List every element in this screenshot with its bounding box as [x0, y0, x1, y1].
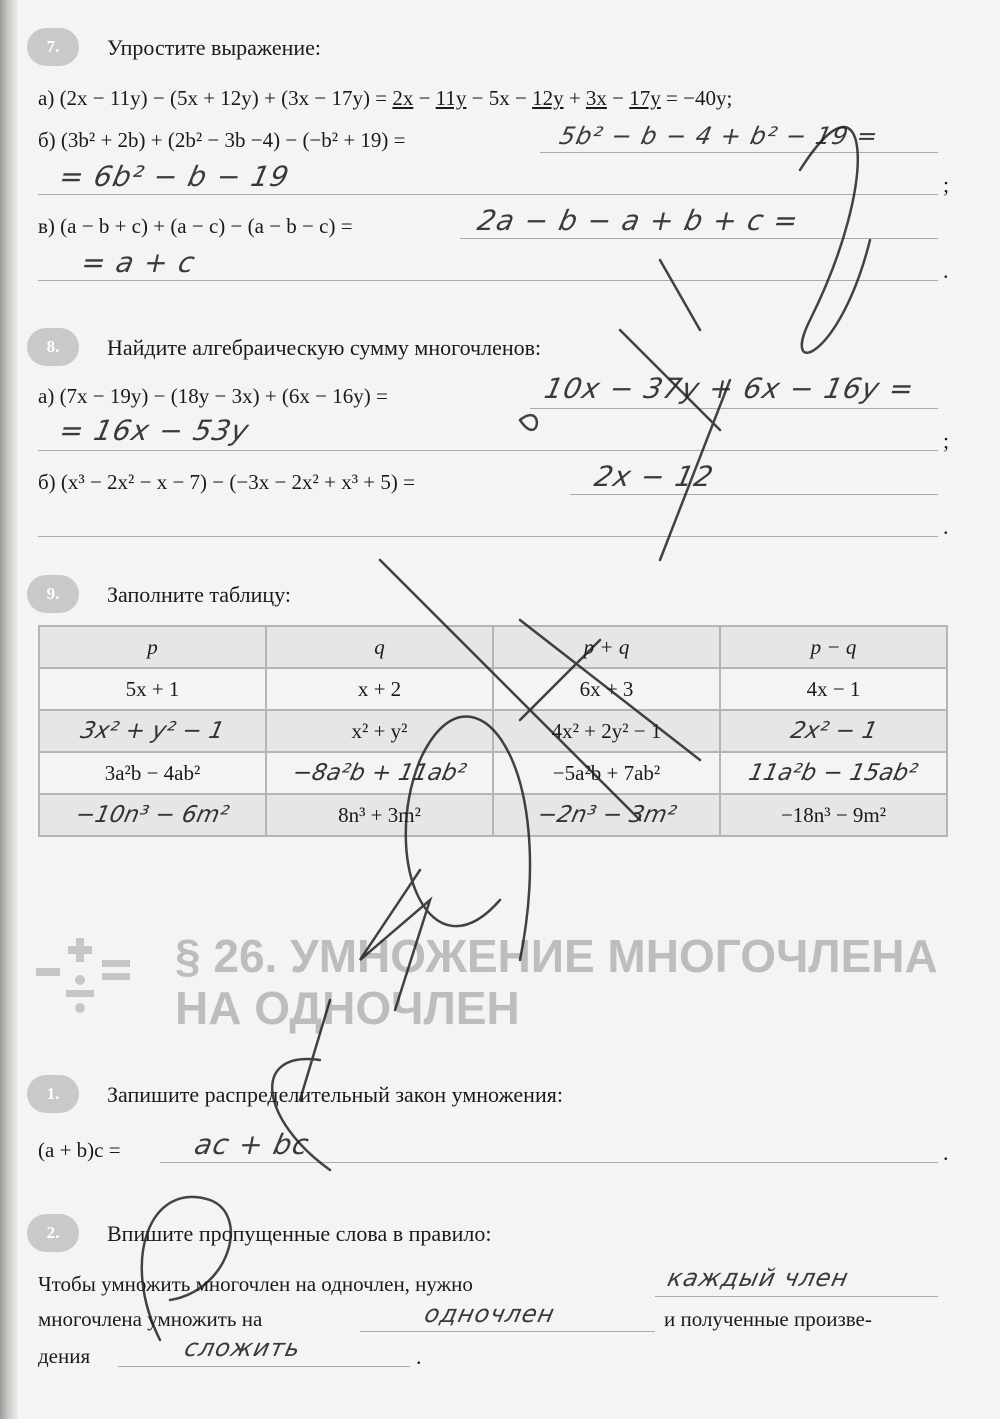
table-cell: [266, 710, 493, 752]
cell-handwritten: −2n³ − 3m²: [534, 802, 679, 828]
task-7c-answer-2: = a + c: [78, 246, 199, 279]
task-2-rule-line-3: дения: [38, 1344, 91, 1368]
task-7a-term: 11y: [435, 86, 467, 110]
table-cell: [39, 710, 266, 752]
table-cell: [720, 752, 947, 794]
table-cell: [266, 794, 493, 836]
table-cell: [39, 794, 266, 836]
task-8a-end: ;: [943, 428, 950, 453]
page-spine-shadow: [0, 0, 18, 1419]
answer-line: [160, 1162, 938, 1163]
task-1-end: .: [943, 1140, 949, 1165]
task-8a-answer-1: 10x − 37y + 6x − 16y =: [541, 372, 918, 405]
task-2-rule-line-2a: многочлена умножить на: [38, 1307, 263, 1331]
answer-line: [570, 494, 938, 495]
task-7a-term: 17y: [629, 86, 661, 110]
task-1-badge: 1.: [27, 1075, 79, 1113]
polynomial-table: [38, 625, 948, 837]
cell-text: 4x − 1: [806, 676, 861, 701]
answer-line: [530, 408, 938, 409]
task-9-title: Заполните таблицу:: [107, 582, 292, 607]
cell-handwritten: −10n³ − 6m²: [73, 802, 232, 828]
cell-handwritten: 2x² − 1: [787, 718, 880, 744]
answer-line: [360, 1331, 655, 1332]
answer-line: [38, 280, 938, 281]
task-9-badge: 9.: [27, 575, 79, 613]
task-8-badge: 8.: [27, 328, 79, 366]
task-1-answer: ac + bc: [191, 1128, 313, 1161]
task-7c-answer-1: 2a − b − a + b + c =: [474, 204, 802, 237]
task-8b-expression: б) (x³ − 2x² − x − 7) − (−3x − 2x² + x³ + 5) =: [38, 470, 415, 494]
task-7a-op: +: [563, 86, 586, 110]
table-cell: [493, 710, 720, 752]
task-7a-term: 2x: [392, 86, 414, 110]
answer-line: [38, 536, 938, 537]
table-row: [39, 752, 947, 794]
task-2-answer-1: каждый член: [665, 1264, 852, 1292]
cell-text: 3a²b − 4ab²: [104, 760, 201, 785]
table-header: p − q: [720, 626, 947, 668]
table-cell: [39, 668, 266, 710]
cell-handwritten: −8a²b + 11ab²: [290, 760, 469, 786]
table-cell: [39, 752, 266, 794]
task-7-title: Упростите выражение:: [107, 35, 322, 60]
table-header: q: [266, 626, 493, 668]
cell-text: 5x + 1: [125, 676, 180, 701]
table-row: [39, 794, 947, 836]
task-8a-expression: а) (7x − 19y) − (18y − 3x) + (6x − 16y) =: [38, 384, 388, 408]
task-7b-expression: б) (3b² + 2b) + (2b² − 3b −4) − (−b² + 19) =: [38, 128, 406, 152]
task-2-answer-3: сложить: [182, 1334, 304, 1362]
table-cell: [720, 668, 947, 710]
cell-text: 4x² + 2y² − 1: [551, 718, 662, 743]
answer-line: [118, 1366, 410, 1367]
task-8b-answer: 2x − 12: [591, 460, 717, 493]
cell-text: 6x + 3: [579, 676, 634, 701]
task-8-title: Найдите алгебраическую сумму многочленов:: [107, 335, 542, 360]
task-7b-answer-1: 5b² − b − 4 + b² − 19 =: [557, 122, 882, 150]
task-2-rule-line-2b: и полученные произве-: [664, 1307, 872, 1331]
task-7a-op: −: [606, 86, 630, 110]
cell-text: x² + y²: [351, 718, 408, 743]
table-cell: [720, 710, 947, 752]
task-7c-end: .: [943, 258, 949, 283]
table-cell: [493, 668, 720, 710]
cell-text: −5a²b + 7ab²: [552, 760, 661, 785]
task-2-answer-2: одночлен: [422, 1300, 558, 1328]
task-8b-end: .: [943, 514, 949, 539]
table-row: [39, 668, 947, 710]
cell-handwritten: 3x² + y² − 1: [78, 718, 227, 744]
table-row: [39, 710, 947, 752]
answer-line: [540, 152, 938, 153]
task-7b-answer-2: = 6b² − b − 19: [56, 160, 293, 193]
task-7a-term: 3x: [585, 86, 607, 110]
task-7c-expression: в) (a − b + c) + (a − c) − (a − b − c) =: [38, 214, 353, 238]
table-cell: [493, 794, 720, 836]
task-8a-answer-2: = 16x − 53y: [56, 414, 253, 447]
task-7-badge: 7.: [27, 28, 79, 66]
table-cell: [266, 752, 493, 794]
table-cell: [493, 752, 720, 794]
answer-line: [38, 194, 938, 195]
task-7a-expression: а) (2x − 11y) − (5x + 12y) + (3x − 17y) =: [38, 86, 393, 110]
cell-handwritten: 11a²b − 15ab²: [746, 760, 921, 786]
task-2-title: Впишите пропущенные слова в правило:: [107, 1221, 492, 1246]
task-7b-end: ;: [943, 172, 950, 197]
answer-line: [38, 450, 938, 451]
section-heading-line-1: § 26. УМНОЖЕНИЕ МНОГОЧЛЕНА: [175, 930, 938, 982]
table-header-row: [39, 626, 947, 668]
task-2-rule-line-1: Чтобы умножить многочлен на одночлен, нужно: [38, 1272, 473, 1296]
section-heading: [175, 930, 938, 1034]
task-2-end: .: [416, 1344, 422, 1369]
task-1-title: Запишите распределительный закон умножения:: [107, 1082, 563, 1107]
task-7a-term: 12y: [532, 86, 564, 110]
task-7a-op: − 5x −: [466, 86, 533, 110]
task-1-expression: (a + b)c =: [38, 1138, 121, 1162]
answer-line: [460, 238, 938, 239]
table-cell: [266, 668, 493, 710]
cell-text: 8n³ + 3m²: [338, 802, 421, 827]
task-7a-op: −: [413, 86, 436, 110]
cell-text: −18n³ − 9m²: [780, 802, 887, 827]
section-heading-line-2: НА ОДНОЧЛЕН: [175, 982, 520, 1034]
task-7a-result: = −40y;: [660, 86, 733, 110]
task-7a-line: [38, 84, 732, 112]
task-2-badge: 2.: [27, 1214, 79, 1252]
cell-text: x + 2: [357, 676, 402, 701]
table-header: p: [39, 626, 266, 668]
answer-line: [655, 1296, 938, 1297]
table-header: p + q: [493, 626, 720, 668]
math-operations-icon: [28, 928, 138, 1028]
table-cell: [720, 794, 947, 836]
